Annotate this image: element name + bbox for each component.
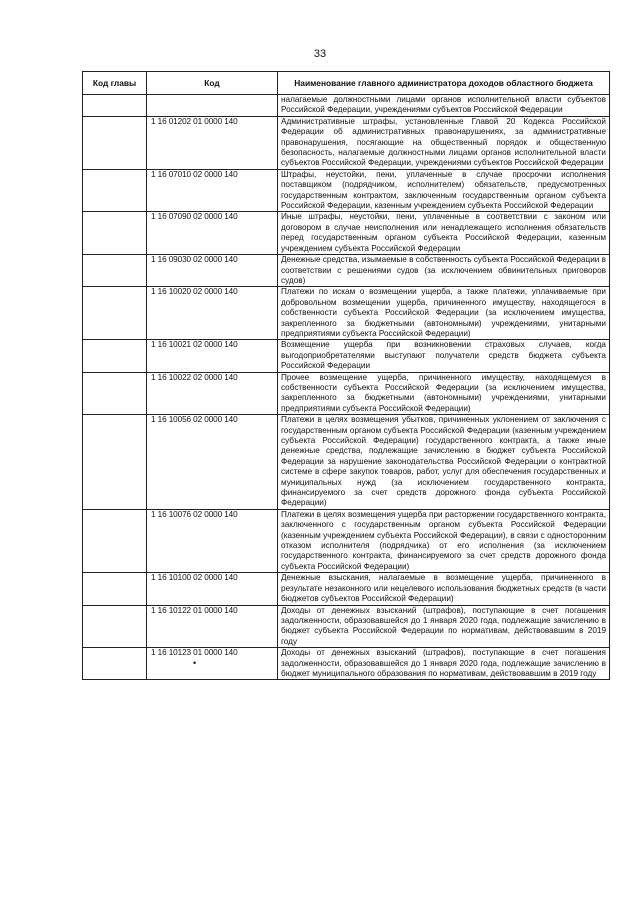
name-cell: Возмещение ущерба при возникновении страховых случаев, когда выгодоприобретателями выступают получатели средств бюджета субъекта Российской Федерации [278,340,610,372]
code-cell: 1 16 07010 02 0000 140 [147,169,278,212]
header-chapter-code: Код главы [83,72,147,95]
table-header-row [83,72,610,95]
chapter-cell [83,169,147,212]
bullet-mark: • [193,657,197,668]
chapter-cell [83,116,147,169]
name-cell: Прочее возмещение ущерба, причиненного имуществу, находящемуся в собственности субъекта Российской Федерации (за исключением имущества, закрепленного за бюджетными (автономными) учреждениями, унитарными предприятиями субъекта Российской Федерации) [278,372,610,415]
code-cell: 1 16 10021 02 0000 140 [147,340,278,372]
name-cell: Административные штрафы, установленные Главой 20 Кодекса Российской Федерации об административных правонарушениях, за административные правонарушения, посягающие на общественный порядок и общественную безопасность, налагаемые должностными лицами органов исполнительной власти субъектов Российской Федерации, учреждениями субъектов Российской Федерации [278,116,610,169]
table-row [83,212,610,255]
revenue-administrators-table [82,71,610,680]
page-number: 33 [313,48,327,60]
table-row [83,95,610,117]
code-text: 1 16 10123 01 0000 140 [151,648,238,658]
name-cell: Доходы от денежных взысканий (штрафов), поступающие в счет погашения задолженности, образовавшейся до 1 января 2020 года, подлежащие зачислению в бюджет субъекта Российской Федерации по нормативам, действовавшим в 2019 году [278,605,610,648]
name-cell: Иные штрафы, неустойки, пени, уплаченные в соответствии с законом или договором в случае неисполнения или ненадлежащего исполнения обязательств перед государственным органом субъекта Российской Федерации, казенным учреждением субъекта Российской Федерации [278,212,610,255]
table-row [83,255,610,287]
table-row [83,169,610,212]
chapter-cell [83,509,147,572]
code-cell [147,648,278,680]
chapter-cell [83,372,147,415]
code-cell: 1 16 10022 02 0000 140 [147,372,278,415]
table-row [83,648,610,680]
name-cell: Платежи в целях возмещения ущерба при расторжении государственного контракта, заключенного с государственным органом субъекта Российской Федерации (казенным учреждением субъекта Российской Федерации), в связи с односторонним отказом исполнителя (подрядчика) от его исполнения (за исключением государственного контракта, финансируемого за счет средств дорожного фонда субъекта Российской Федерации) [278,509,610,572]
chapter-cell [83,340,147,372]
chapter-cell [83,648,147,680]
table-row [83,372,610,415]
name-cell: Штрафы, неустойки, пени, уплаченные в случае просрочки исполнения поставщиком (подрядчиком, исполнителем) обязательств, предусмотренных государственным контрактом, заключенным государственным органом субъекта Российской Федерации, казенным учреждением субъекта Российской Федерации [278,169,610,212]
chapter-cell [83,415,147,510]
code-cell [147,95,278,117]
code-cell: 1 16 10100 02 0000 140 [147,573,278,605]
header-code: Код [147,72,278,95]
chapter-cell [83,255,147,287]
name-cell: Денежные взыскания, налагаемые в возмещение ущерба, причиненного в результате незаконного или нецелевого использования бюджетных средств (в части бюджетов субъектов Российской Федерации) [278,573,610,605]
table-row [83,116,610,169]
table-row [83,287,610,340]
table-row [83,573,610,605]
table-row [83,605,610,648]
name-cell: Доходы от денежных взысканий (штрафов), поступающие в счет погашения задолженности, образовавшейся до 1 января 2020 года, подлежащие зачислению в бюджет муниципального образования по нормативам, действовавшим в 2019 году [278,648,610,680]
name-cell: Платежи по искам о возмещении ущерба, а также платежи, уплачиваемые при добровольном возмещении ущерба, причиненного имуществу, находящегося в собственности субъекта Российской Федерации (за исключением имущества, закрепленного за бюджетными (автономными) учреждениями, унитарными предприятиями субъекта Российской Федерации) [278,287,610,340]
chapter-cell [83,212,147,255]
chapter-cell [83,573,147,605]
header-administrator-name: Наименование главного администратора доходов областного бюджета [278,72,610,95]
chapter-cell [83,605,147,648]
table-row [83,509,610,572]
name-cell: Платежи в целях возмещения убытков, причиненных уклонением от заключения с государственным органом субъекта Российской Федерации (казенным учреждением субъекта Российской Федерации) государственного контракта, а также иные денежные средства, подлежащие зачислению в бюджет субъекта Российской Федерации за нарушение законодательства Российской Федерации о контрактной системе в сфере закупок товаров, работ, услуг для обеспечения государственных и муниципальных нужд (за исключением государственного контракта, финансируемого за счет средств дорожного фонда субъекта Российской Федерации) [278,415,610,510]
table-row [83,340,610,372]
name-cell: налагаемые должностными лицами органов исполнительной власти субъектов Российской Федерации, учреждениями субъектов Российской Федерации [278,95,610,117]
code-cell: 1 16 01202 01 0000 140 [147,116,278,169]
code-cell: 1 16 09030 02 0000 140 [147,255,278,287]
code-cell: 1 16 07090 02 0000 140 [147,212,278,255]
chapter-cell [83,287,147,340]
code-cell: 1 16 10076 02 0000 140 [147,509,278,572]
table-row [83,415,610,510]
name-cell: Денежные средства, изымаемые в собственность субъекта Российской Федерации в соответствии с решениями судов (за исключением обвинительных приговоров судов) [278,255,610,287]
code-cell: 1 16 10122 01 0000 140 [147,605,278,648]
code-cell: 1 16 10020 02 0000 140 [147,287,278,340]
code-cell: 1 16 10056 02 0000 140 [147,415,278,510]
chapter-cell [83,95,147,117]
